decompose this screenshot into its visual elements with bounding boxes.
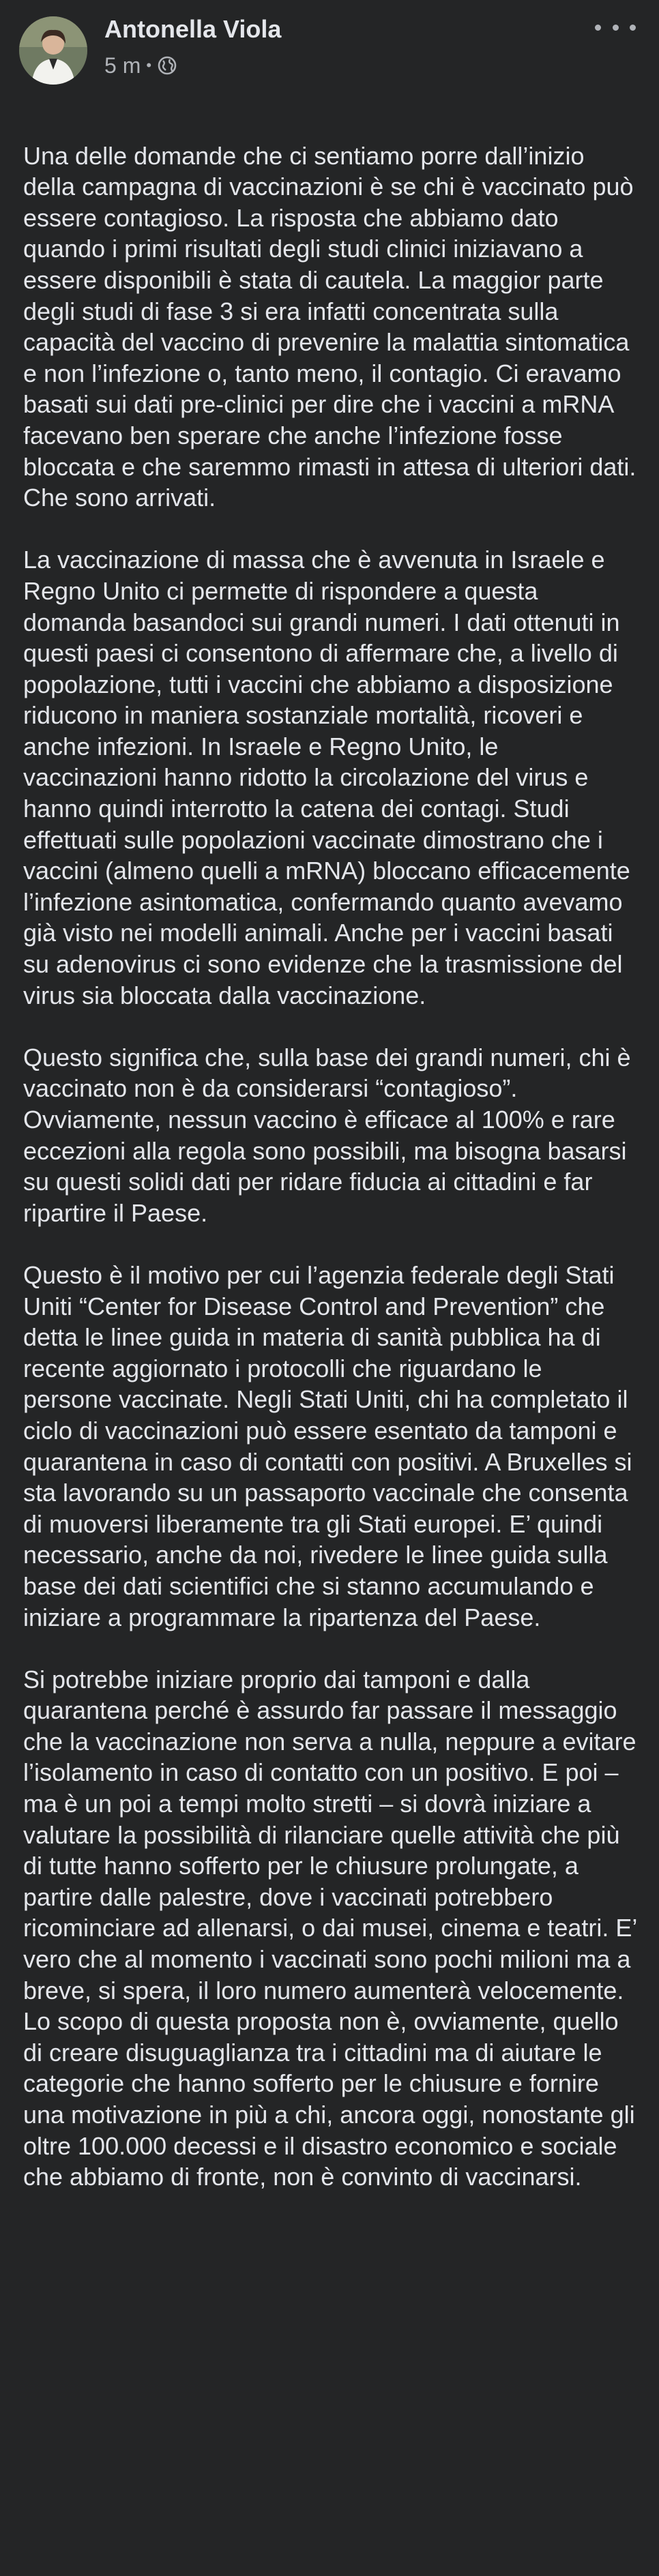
more-dot xyxy=(630,25,636,31)
post-paragraph: Si potrebbe iniziare proprio dai tamponi e dalla quarantena perché è assurdo far passare il messaggio che la vaccinazione non serva a nulla, neppure a evitare l’isolamento in caso di contatto con un positivo. E poi – ma è un poi a tempi molto stretti – si dovrà iniziare a valutare la possibilità di rilanciare quelle attività che più di tutte hanno sofferto per le chiusure prolungate, a partire dalle palestre, dove i vaccinati potrebbero ricominciare ad allenarsi, o dai musei, cinema e teatri. E’ vero che al momento i vaccinati sono pochi milioni ma a breve, si spera, il loro numero aumenterà velocemente. Lo scopo di questa proposta non è, ovviamente, quello di creare disuguaglianza tra i cittadini ma di aiutare le categorie che hanno sofferto per le chiusure e fornire una motivazione in più a chi, ancora oggi, nonostante gli oltre 100.000 decessi e il disastro economico e sociale che abbiamo di fronte, non è convinto di vaccinarsi. xyxy=(23,1665,637,2191)
more-dot xyxy=(595,25,601,31)
more-options-icon[interactable] xyxy=(595,19,636,35)
post-body xyxy=(23,109,637,2223)
post-paragraph: Una delle domande che ci sentiamo porre dall’inizio della campagna di vaccinazioni è se chi è vaccinato può essere contagioso. La risposta che abbiamo dato quando i primi risultati degli studi clinici iniziavano a essere disponibili è stata di cautela. La maggior parte degli studi di fase 3 si era infatti concentrata sulla capacità del vaccino di prevenire la malattia sintomatica e non l’infezione o, tanto meno, il contagio. Ci eravamo basati sui dati pre-clinici per dire che i vaccini a mRNA facevano ben sperare che anche l’infezione fosse bloccata e che saremmo rimasti in attesa di ulteriori dati. Che sono arrivati. xyxy=(23,141,636,512)
avatar[interactable] xyxy=(19,16,87,85)
author-name[interactable]: Antonella Viola xyxy=(104,15,282,43)
more-dot xyxy=(613,25,619,31)
post-meta xyxy=(104,50,177,80)
post-timestamp[interactable]: 5 m xyxy=(104,53,141,78)
globe-icon[interactable] xyxy=(157,55,177,76)
meta-separator: • xyxy=(146,57,152,74)
post-paragraph: Questo è il motivo per cui l’agenzia federale degli Stati Uniti “Center for Disease Control and Prevention” che detta le linee guida in materia di sanità pubblica ha di recente aggiornato i protocolli che riguardano le persone vaccinate. Negli Stati Uniti, chi ha completato il ciclo di vaccinazioni può essere esentato da tamponi e quarantena in caso di contatti con positivi. A Bruxelles si sta lavorando su un passaporto vaccinale che consenta di muoversi liberamente tra gli Stati europei. E’ quindi necessario, anche da noi, rivedere le linee guida sulla base dei dati scientifici che si stanno accumulando e iniziare a programmare la ripartenza del Paese. xyxy=(23,1260,632,1631)
post-paragraph: La vaccinazione di massa che è avvenuta in Israele e Regno Unito ci permette di rispondere a questa domanda basandoci sui grandi numeri. I dati ottenuti in questi paesi ci consentono di affermare che, a livello di popolazione, tutti i vaccini che abbiamo a disposizione riducono in maniera sostanziale mortalità, ricoveri e anche infezioni. In Israele e Regno Unito, le vaccinazioni hanno ridotto la circolazione del virus e hanno quindi interrotto la catena dei contagi. Studi effettuati sulle popolazioni vaccinate dimostrano che i vaccini (almeno quelli a mRNA) bloccano efficacemente l’infezione asintomatica, confermando quanto avevamo già visto nei modelli animali. Anche per i vaccini basati su adenovirus ci sono evidenze che la trasmissione del virus sia bloccata dalla vaccinazione. xyxy=(23,546,630,1009)
avatar-image xyxy=(19,16,87,85)
post-paragraph: Questo significa che, sulla base dei grandi numeri, chi è vaccinato non è da considerarsi “contagioso”. Ovviamente, nessun vaccino è efficace al 100% e rare eccezioni alla regola sono possibili, ma bisogna basarsi su questi solidi dati per ridare fiducia ai cittadini e far ripartire il Paese. xyxy=(23,1043,631,1227)
post-header xyxy=(0,0,659,95)
